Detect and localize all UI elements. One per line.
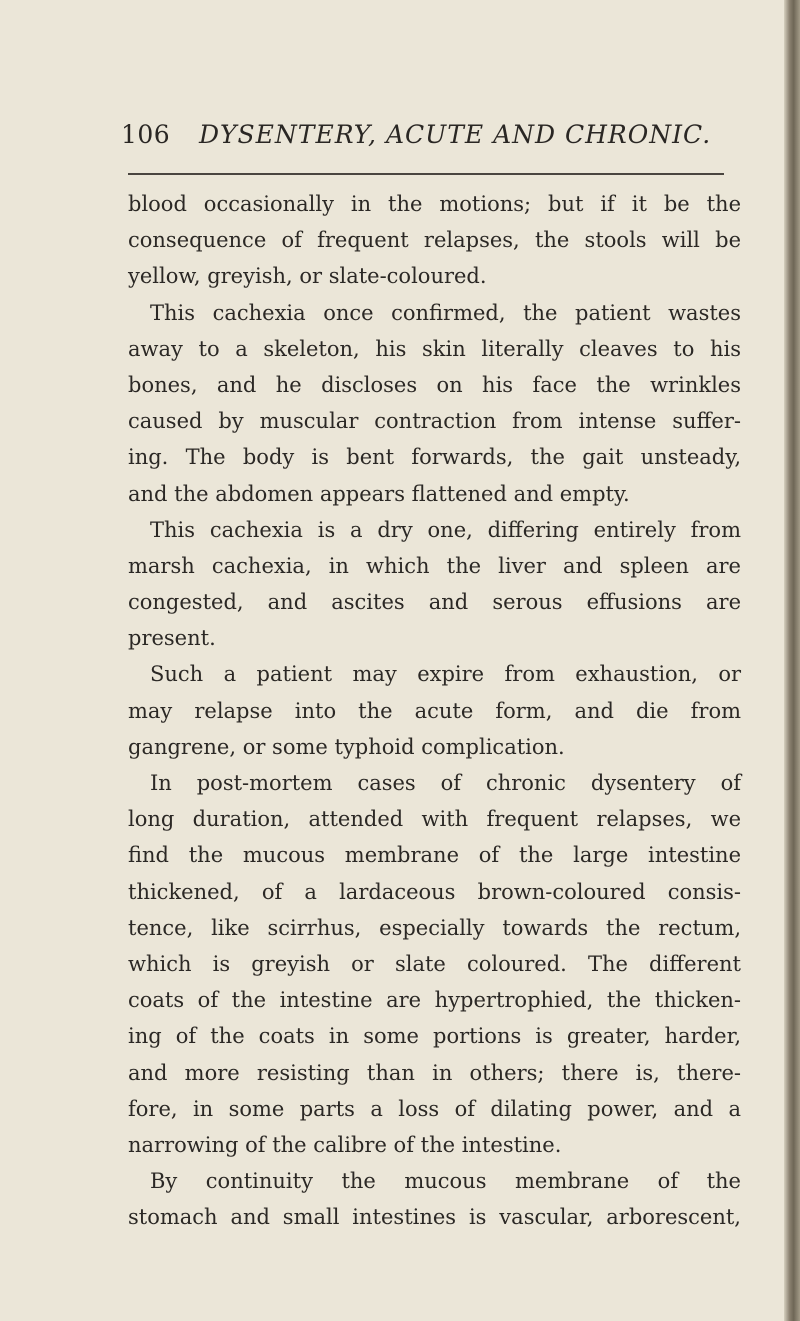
text-line: In post-mortem cases of chronic dysentery of — [150, 771, 741, 795]
text-line: consequence of frequent relapses, the stools will be — [128, 228, 741, 253]
text-line: long duration, attended with frequent relapses, we — [128, 807, 741, 832]
text-line: yellow, greyish, or slate-coloured. — [128, 264, 487, 289]
text-line: blood occasionally in the motions; but if it be the — [128, 192, 741, 216]
running-header — [121, 120, 741, 156]
page-number: 106 — [121, 120, 171, 149]
text-line: ing. The body is bent forwards, the gait unsteady, — [128, 445, 741, 470]
text-line: coats of the intestine are hypertrophied, the thicken- — [128, 988, 741, 1013]
text-line: caused by muscular contraction from intense suffer- — [128, 409, 741, 434]
text-line: which is greyish or slate coloured. The different — [128, 951, 741, 976]
text-line: tence, like scirrhus, especially towards the rectum, — [128, 915, 741, 940]
text-line: gangrene, or some typhoid complication. — [128, 734, 565, 759]
text-line: narrowing of the calibre of the intestine. — [128, 1132, 562, 1157]
text-line: and the abdomen appears flattened and empty. — [128, 481, 630, 506]
text-line: bones, and he discloses on his face the wrinkles — [128, 372, 741, 397]
text-line: This cachexia once confirmed, the patient wastes — [150, 300, 741, 325]
text-line: This cachexia is a dry one, differing entirely from — [150, 517, 741, 542]
header-rule — [128, 173, 724, 175]
text-line: may relapse into the acute form, and die from — [128, 698, 741, 723]
text-line: present. — [128, 626, 216, 651]
text-line: ing of the coats in some portions is greater, harder, — [128, 1024, 741, 1049]
text-line: thickened, of a lardaceous brown-coloured consis- — [128, 879, 741, 904]
body-text — [128, 186, 741, 1235]
text-line: marsh cachexia, in which the liver and spleen are — [128, 553, 741, 578]
text-line: away to a skeleton, his skin literally cleaves to his — [128, 336, 741, 361]
text-line: find the mucous membrane of the large intestine — [128, 843, 741, 868]
text-line: fore, in some parts a loss of dilating power, and a — [128, 1096, 741, 1121]
page-edge-shadow — [784, 0, 800, 1321]
text-line: Such a patient may expire from exhaustion, or — [150, 662, 741, 687]
text-line: congested, and ascites and serous effusions are — [128, 590, 741, 615]
text-line: stomach and small intestines is vascular, arborescent, — [128, 1205, 741, 1230]
text-line: and more resisting than in others; there is, there- — [128, 1060, 741, 1085]
text-line: By continuity the mucous membrane of the — [150, 1169, 741, 1194]
running-title: DYSENTERY, ACUTE AND CHRONIC. — [199, 120, 712, 149]
